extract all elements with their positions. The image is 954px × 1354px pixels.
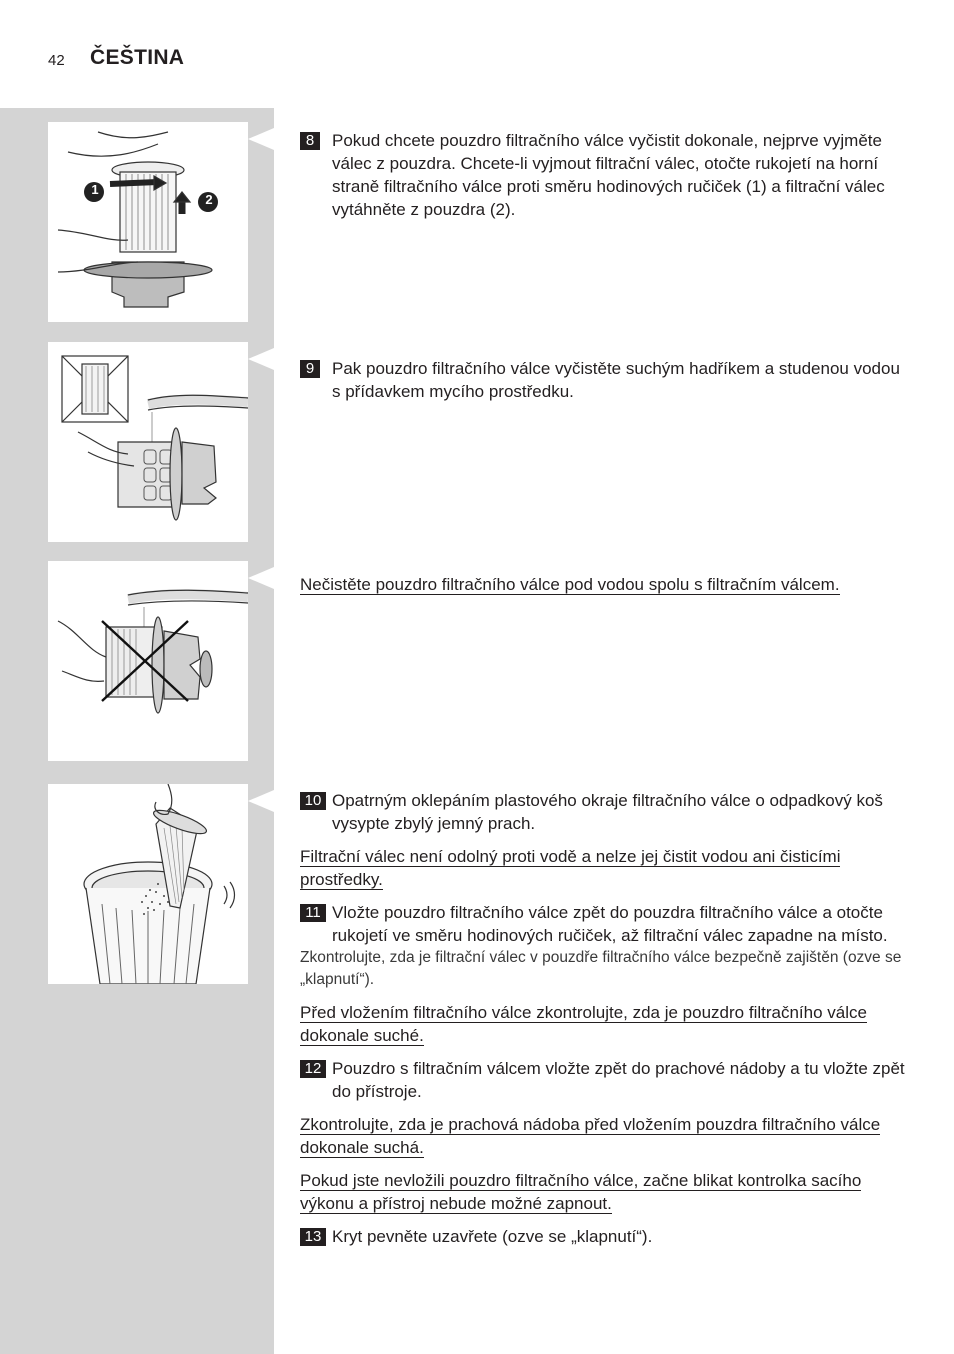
warning-text: Pokud jste nevložili pouzdro filtračního válce, začne blikat kontrolka sacího výkonu a přístroj nebude možné zapnout. — [300, 1171, 862, 1213]
step-number: 10 — [300, 792, 326, 810]
tap-out-dust-illustration — [48, 784, 248, 984]
step-text: Kryt pevněte uzavřete (ozve se „klapnutí“). — [332, 1227, 653, 1246]
figure-label-2: 2 — [205, 192, 213, 207]
warning-no-rinse — [300, 573, 905, 596]
step-number: 12 — [300, 1060, 326, 1078]
page-number: 42 — [48, 52, 65, 69]
step-8 — [300, 129, 905, 221]
figure-pointer — [248, 128, 274, 150]
step-text: Pouzdro s filtračním válcem vložte zpět do prachové nádoby a tu vložte zpět do přístroje. — [332, 1059, 905, 1101]
warning-text: Zkontrolujte, zda je prachová nádoba před vložením pouzdra filtračního válce dokonale suchá. — [300, 1115, 881, 1157]
housing-rinse-illustration — [48, 342, 248, 542]
warning-text: Filtrační válec není odolný proti vodě a nelze jej čistit vodou ani čisticími prostředky. — [300, 847, 841, 889]
step-number: 9 — [300, 360, 320, 378]
warning-text: Nečistěte pouzdro filtračního válce pod vodou spolu s filtračním válcem. — [300, 575, 840, 594]
step-text: Pokud chcete pouzdro filtračního válce vyčistit dokonale, nejprve vyjměte válec z pouzdra. Chcete-li vyjmout filtrační válec, otočte rukojetí na horní straně filtračního válce proti směru hodinových ručiček (1) a filtrační válec vytáhněte z pouzdra (2). — [332, 131, 885, 219]
do-not-rinse-illustration — [48, 561, 248, 761]
step-note: Zkontrolujte, zda je filtrační válec v pouzdře filtračního válce bezpečně zajištěn (ozve se „klapnutí“). — [300, 949, 902, 988]
step-9 — [300, 357, 905, 403]
figure-label-1: 1 — [91, 182, 99, 197]
figure-pointer — [248, 567, 274, 589]
step-text: Vložte pouzdro filtračního válce zpět do pouzdra filtračního válce a otočte rukojetí ve směru hodinových ručiček, až filtrační válec zapadne na místo. — [332, 903, 888, 945]
step-number: 13 — [300, 1228, 326, 1246]
warning-text: Před vložením filtračního válce zkontrolujte, zda je pouzdro filtračního válce dokonale suché. — [300, 1003, 867, 1045]
step-text: Opatrným oklepáním plastového okraje filtračního válce o odpadkový koš vysypte zbylý jemný prach. — [332, 791, 883, 833]
step-number: 8 — [300, 132, 320, 150]
filter-removal-illustration — [48, 122, 248, 322]
section-title: ČEŠTINA — [90, 46, 185, 69]
figure-pointer — [248, 348, 274, 370]
figure-pointer — [248, 790, 274, 812]
steps-10-13 — [300, 789, 905, 1248]
step-text: Pak pouzdro filtračního válce vyčistěte suchým hadříkem a studenou vodou s přídavkem mycího prostředku. — [332, 359, 900, 401]
step-number: 11 — [300, 904, 326, 922]
